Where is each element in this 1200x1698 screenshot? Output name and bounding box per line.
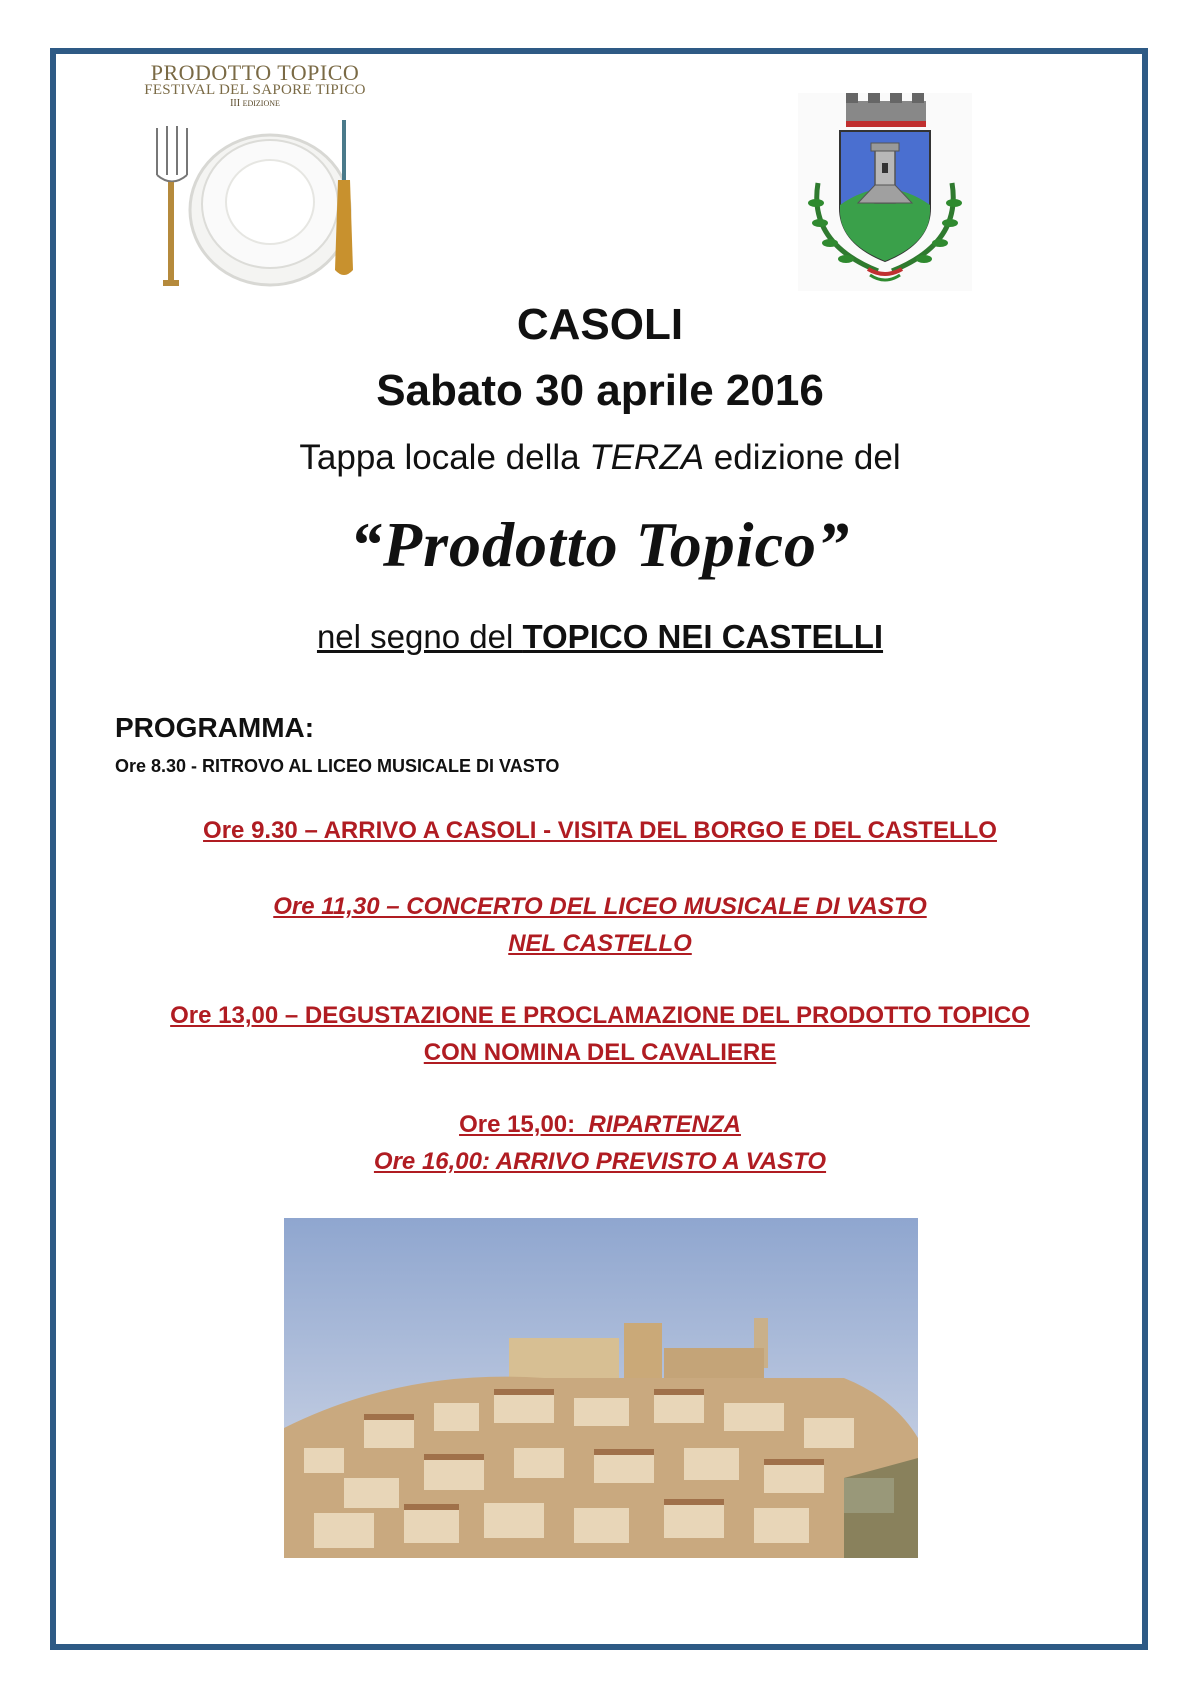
programma-item-4-line-1 bbox=[0, 1106, 1200, 1143]
festival-logo bbox=[125, 58, 395, 290]
logo-edition-number: III bbox=[230, 98, 241, 109]
programma-item-1: Ore 9.30 – ARRIVO A CASOLI - VISITA DEL BORGO E DEL CASTELLO bbox=[203, 817, 997, 844]
logo-line-2: FESTIVAL DEL SAPORE TIPICO bbox=[144, 82, 366, 98]
tappa-line bbox=[0, 438, 1200, 478]
item4-emphasis: RIPARTENZA bbox=[588, 1111, 741, 1138]
programma-item-3-line-2: CON NOMINA DEL CAVALIERE bbox=[423, 1039, 777, 1066]
item4-pre: Ore 15,00: bbox=[459, 1111, 589, 1138]
town-photo bbox=[284, 1218, 918, 1558]
tappa-post: edizione del bbox=[704, 438, 901, 477]
segno-pre: nel segno del bbox=[316, 618, 523, 655]
programma-item-2 bbox=[0, 888, 1200, 962]
tappa-pre: Tappa locale della bbox=[299, 438, 590, 477]
tappa-emphasis: TERZA bbox=[589, 438, 705, 477]
programma-item-3-line-1: Ore 13,00 – DEGUSTAZIONE E PROCLAMAZIONE DEL PRODOTTO TOPICO bbox=[170, 1002, 1030, 1029]
programma-title: PROGRAMMA: bbox=[115, 712, 315, 743]
town-title: CASOLI bbox=[516, 300, 684, 349]
programma-item-3 bbox=[0, 997, 1200, 1071]
programma-item-2-line-2: NEL CASTELLO bbox=[508, 930, 692, 957]
town-coat-of-arms-icon bbox=[798, 93, 972, 291]
event-date: Sabato 30 aprile 2016 bbox=[376, 366, 824, 415]
programma-item-5: Ore 16,00: ARRIVO PREVISTO A VASTO bbox=[373, 1148, 827, 1175]
event-name: “Prodotto Topico” bbox=[350, 509, 850, 580]
segno-line bbox=[0, 618, 1200, 656]
logo-line-3 bbox=[125, 98, 385, 109]
plate-pitchfork-icon bbox=[145, 120, 385, 290]
segno-bold: TOPICO NEI CASTELLI bbox=[522, 618, 884, 655]
programma-item-2-line-1: Ore 11,30 – CONCERTO DEL LICEO MUSICALE DI VASTO bbox=[273, 893, 927, 920]
logo-edition-word: EDIZIONE bbox=[242, 99, 280, 108]
logo-line-1: PRODOTTO TOPICO bbox=[150, 60, 360, 85]
programma-item-4 bbox=[0, 1106, 1200, 1180]
programma-first-item: Ore 8.30 - RITROVO AL LICEO MUSICALE DI VASTO bbox=[115, 756, 560, 776]
